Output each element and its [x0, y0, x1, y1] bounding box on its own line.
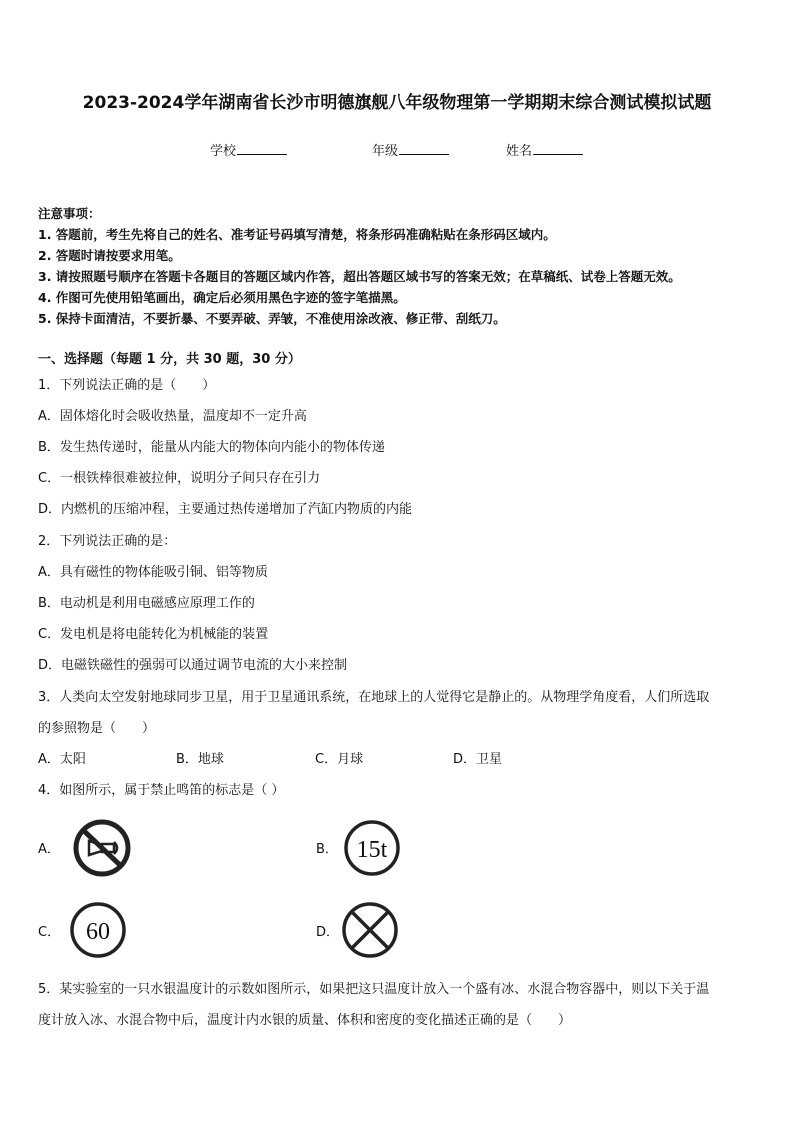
q3-stem-line2: 的参照物是（ ）	[38, 721, 156, 736]
grade-blank[interactable]	[399, 142, 449, 155]
q4-option-c-label: C．	[38, 925, 61, 940]
speed-limit-sign-icon	[68, 900, 128, 960]
q4-option-a-label: A．	[38, 842, 60, 857]
q5-stem-line2: 度计放入冰、水混合物中后，温度计内水银的质量、体积和密度的变化描述正确的是（ ）	[38, 1013, 572, 1028]
q2-stem: 2．下列说法正确的是：	[38, 534, 177, 549]
note-item: 5. 保持卡面清洁，不要折暴、不要弄破、弄皱，不准使用涂改液、修正带、刮纸刀。	[38, 311, 506, 326]
name-blank[interactable]	[533, 142, 583, 155]
weight-limit-text: 15t	[356, 837, 388, 863]
grade-label: 年级	[372, 144, 399, 159]
q4-option-d-label: D．	[316, 925, 340, 940]
name-label: 姓名	[506, 144, 533, 159]
q3-option-c: C．月球	[315, 752, 364, 767]
school-label: 学校	[210, 144, 237, 159]
name-field	[506, 140, 583, 159]
no-parking-sign-icon	[340, 900, 400, 960]
school-blank[interactable]	[237, 142, 287, 155]
q3-stem-line1: 3．人类向太空发射地球同步卫星，用于卫星通讯系统，在地球上的人觉得它是静止的。从物理学角度看，人们所选取	[38, 690, 710, 705]
q1-option-b: B．发生热传递时，能量从内能大的物体向内能小的物体传递	[38, 440, 385, 455]
speed-limit-text: 60	[86, 919, 110, 945]
q4-option-b-label: B．	[316, 842, 338, 857]
page-title: 2023-2024学年湖南省长沙市明德旗舰八年级物理第一学期期末综合测试模拟试题	[82, 93, 712, 113]
q1-option-d: D．内燃机的压缩冲程，主要通过热传递增加了汽缸内物质的内能	[38, 502, 413, 517]
q4-stem: 4．如图所示，属于禁止鸣笛的标志是（ ）	[38, 783, 285, 798]
note-item: 2. 答题时请按要求用笔。	[38, 248, 181, 263]
q2-option-b: B．电动机是利用电磁感应原理工作的	[38, 596, 255, 611]
note-item: 1. 答题前，考生先将自己的姓名、准考证号码填写清楚，将条形码准确粘贴在条形码区域内。	[38, 227, 556, 242]
school-field	[210, 140, 287, 159]
q1-option-a: A．固体熔化时会吸收热量，温度却不一定升高	[38, 409, 307, 424]
q3-option-b: B．地球	[176, 752, 224, 767]
q2-option-d: D．电磁铁磁性的强弱可以通过调节电流的大小来控制	[38, 658, 348, 673]
section-heading: 一、选择题（每题 1 分，共 30 题，30 分）	[38, 352, 301, 367]
q5-stem-line1: 5．某实验室的一只水银温度计的示数如图所示，如果把这只温度计放入一个盛有冰、水混合物容器中，则以下关于温	[38, 982, 710, 997]
q1-stem: 1．下列说法正确的是（ ）	[38, 378, 216, 393]
q3-option-d: D．卫星	[453, 752, 503, 767]
grade-field	[372, 140, 449, 159]
no-horn-sign-icon	[72, 818, 132, 878]
notes-block	[38, 203, 681, 329]
q3-option-a: A．太阳	[38, 752, 86, 767]
note-item: 3. 请按照题号顺序在答题卡各题目的答题区域内作答，超出答题区域书写的答案无效；在草稿纸、试卷上答题无效。	[38, 269, 681, 284]
notes-heading: 注意事项：	[38, 206, 101, 221]
q2-option-c: C．发电机是将电能转化为机械能的装置	[38, 627, 269, 642]
weight-limit-sign-icon	[342, 818, 402, 878]
q2-option-a: A．具有磁性的物体能吸引铜、铝等物质	[38, 565, 268, 580]
q1-option-c: C．一根铁棒很难被拉伸，说明分子间只存在引力	[38, 471, 321, 486]
note-item: 4. 作图可先使用铅笔画出，确定后必须用黑色字迹的签字笔描黑。	[38, 290, 406, 305]
